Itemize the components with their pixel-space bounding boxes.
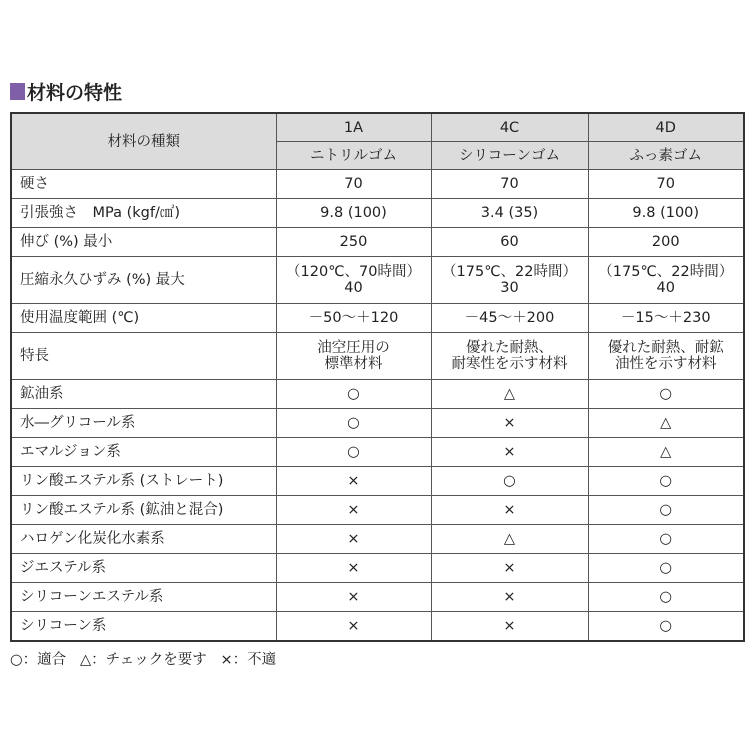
legend-item: ×：不適	[220, 652, 277, 668]
cell-line: 標準材料	[324, 356, 383, 372]
cell-value: 200	[588, 228, 744, 257]
cell-value: ×	[431, 409, 588, 438]
cell-value: ○	[431, 467, 588, 496]
cell-line: 40	[656, 280, 675, 296]
row-label: 引張強さ MPa (kgf/㎠)	[11, 199, 276, 228]
fluid-compatibility-row	[11, 496, 744, 525]
fluid-compatibility-row	[11, 380, 744, 409]
cell-value: ×	[276, 583, 431, 612]
row-label: ジエステル系	[11, 554, 276, 583]
fluid-compatibility-row	[11, 525, 744, 554]
property-row	[11, 228, 744, 257]
header-code: 4D	[588, 113, 744, 142]
fluid-compatibility-row	[11, 438, 744, 467]
cell-value: ○	[588, 525, 744, 554]
cell-value: ○	[276, 409, 431, 438]
cell-value	[431, 333, 588, 380]
header-name: ふっ素ゴム	[588, 142, 744, 170]
cell-line: 優れた耐熱、耐鉱	[607, 340, 724, 356]
property-row	[11, 333, 744, 380]
property-row	[11, 304, 744, 333]
cell-value: ○	[588, 583, 744, 612]
cell-value: ×	[431, 554, 588, 583]
cell-value: －50～＋120	[276, 304, 431, 333]
cell-value: ×	[276, 525, 431, 554]
row-label: 圧縮永久ひずみ (%) 最大	[11, 257, 276, 304]
cell-value: △	[431, 525, 588, 554]
cell-line: 優れた耐熱、	[466, 340, 553, 356]
cell-value: ×	[276, 496, 431, 525]
row-label: 伸び (%) 最小	[11, 228, 276, 257]
cell-value: △	[431, 380, 588, 409]
cell-value	[588, 257, 744, 304]
cell-value: －15～＋230	[588, 304, 744, 333]
cell-value: ×	[276, 612, 431, 642]
cell-value: 70	[588, 170, 744, 199]
row-label: 特長	[11, 333, 276, 380]
fluid-compatibility-row	[11, 467, 744, 496]
cell-value: ○	[276, 438, 431, 467]
cell-value: 3.4 (35)	[431, 199, 588, 228]
cell-value: 9.8 (100)	[276, 199, 431, 228]
legend-item: △：チェックを要す	[79, 652, 207, 668]
row-label: エマルジョン系	[11, 438, 276, 467]
title-square-icon	[10, 83, 25, 100]
cell-value: 250	[276, 228, 431, 257]
cell-line: 40	[344, 280, 363, 296]
cell-line: 油性を示す材料	[615, 356, 717, 372]
cell-value	[431, 257, 588, 304]
row-label: 使用温度範囲 (℃)	[11, 304, 276, 333]
cell-value: 70	[431, 170, 588, 199]
cell-value: ○	[588, 554, 744, 583]
cell-value: ×	[431, 438, 588, 467]
cell-value: ×	[431, 583, 588, 612]
cell-value: －45～＋200	[431, 304, 588, 333]
header-code: 1A	[276, 113, 431, 142]
cell-value: ○	[588, 496, 744, 525]
cell-value: ○	[588, 612, 744, 642]
fluid-compatibility-row	[11, 409, 744, 438]
header-label: 材料の種類	[11, 113, 276, 170]
cell-line: （175℃、22時間）	[442, 264, 577, 280]
row-label: 水―グリコール系	[11, 409, 276, 438]
cell-value: 9.8 (100)	[588, 199, 744, 228]
cell-value: ×	[431, 612, 588, 642]
cell-value: ○	[588, 380, 744, 409]
fluid-compatibility-row	[11, 612, 744, 642]
section-title	[10, 78, 122, 105]
header-name: ニトリルゴム	[276, 142, 431, 170]
property-row	[11, 199, 744, 228]
cell-value: 60	[431, 228, 588, 257]
cell-line: 油空圧用の	[317, 340, 390, 356]
property-row	[11, 170, 744, 199]
cell-value: 70	[276, 170, 431, 199]
cell-value	[588, 333, 744, 380]
cell-value: ○	[588, 467, 744, 496]
fluid-compatibility-row	[11, 583, 744, 612]
header-row-codes	[11, 113, 744, 142]
material-properties-table	[10, 112, 745, 642]
cell-value: △	[588, 409, 744, 438]
header-code: 4C	[431, 113, 588, 142]
legend-item: ○：適合	[10, 652, 67, 668]
row-label: リン酸エステル系 (鉱油と混合)	[11, 496, 276, 525]
cell-value: ×	[431, 496, 588, 525]
cell-value	[276, 257, 431, 304]
row-label: リン酸エステル系 (ストレート)	[11, 467, 276, 496]
row-label: シリコーン系	[11, 612, 276, 642]
cell-value: ×	[276, 467, 431, 496]
legend	[10, 648, 276, 669]
cell-line: （175℃、22時間）	[598, 264, 734, 280]
cell-value: ○	[276, 380, 431, 409]
title-text: 材料の特性	[27, 82, 123, 104]
cell-value	[276, 333, 431, 380]
cell-line: （120℃、70時間）	[286, 264, 421, 280]
row-label: 硬さ	[11, 170, 276, 199]
cell-value: ×	[276, 554, 431, 583]
cell-line: 30	[500, 280, 519, 296]
cell-value: △	[588, 438, 744, 467]
cell-line: 耐寒性を示す材料	[451, 356, 568, 372]
header-name: シリコーンゴム	[431, 142, 588, 170]
fluid-compatibility-row	[11, 554, 744, 583]
property-row	[11, 257, 744, 304]
row-label: 鉱油系	[11, 380, 276, 409]
row-label: シリコーンエステル系	[11, 583, 276, 612]
row-label: ハロゲン化炭化水素系	[11, 525, 276, 554]
